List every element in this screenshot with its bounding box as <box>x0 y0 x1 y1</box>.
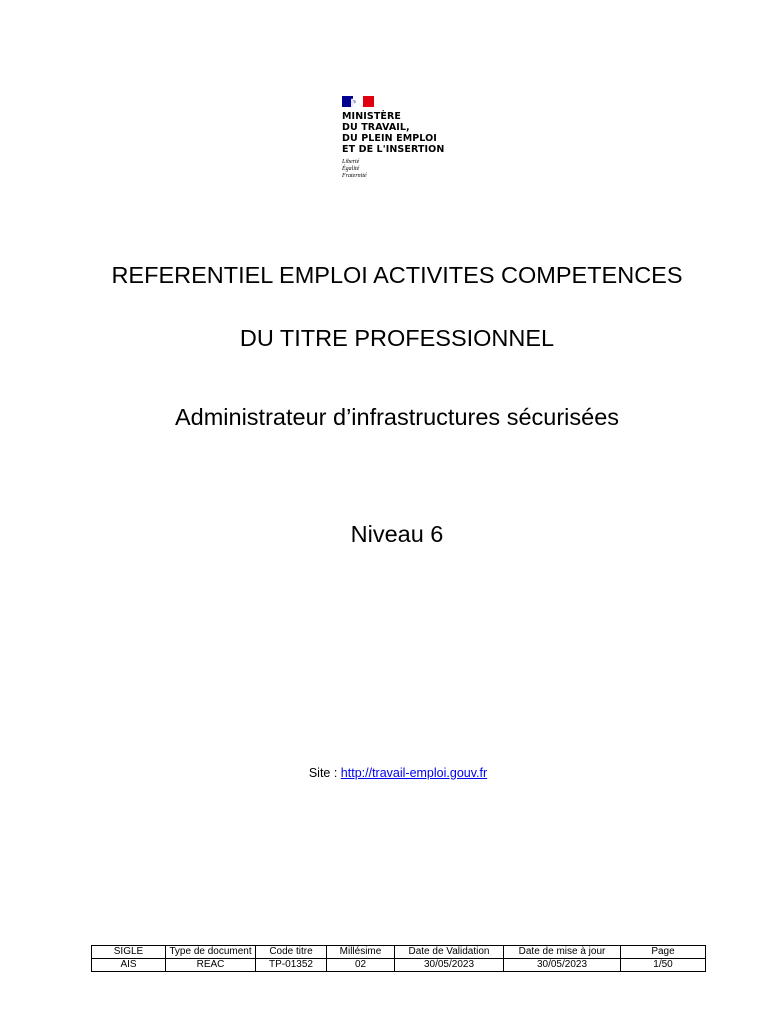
document-title-line-1: REFERENTIEL EMPLOI ACTIVITES COMPETENCES <box>111 262 683 288</box>
ministry-logo <box>342 96 472 186</box>
header-cell: Code titre <box>256 946 327 959</box>
motto-line: Fraternité <box>342 173 367 179</box>
ministry-line: MINISTÈRE <box>342 111 401 122</box>
header-cell: Millésime <box>327 946 395 959</box>
ministry-line: DU TRAVAIL, <box>342 122 410 133</box>
header-cell: SIGLE <box>92 946 166 959</box>
site-label: Site : <box>308 766 341 780</box>
motto-line: Égalité <box>342 166 360 172</box>
site-line <box>0 766 768 780</box>
ministry-line: ET DE L'INSERTION <box>342 144 445 155</box>
value-cell: 1/50 <box>621 959 706 972</box>
job-title: Administrateur d’infrastructures sécurisées <box>174 404 620 430</box>
header-cell: Date de mise à jour <box>504 946 621 959</box>
marianne-flag-icon <box>342 96 374 107</box>
motto-line: Liberté <box>342 159 360 165</box>
value-cell: 30/05/2023 <box>504 959 621 972</box>
header-cell: Page <box>621 946 706 959</box>
level-title: Niveau 6 <box>350 521 444 547</box>
ministry-line: DU PLEIN EMPLOI <box>342 133 437 144</box>
value-cell: AIS <box>92 959 166 972</box>
header-cell: Type de document <box>166 946 256 959</box>
table-row <box>92 959 706 972</box>
value-cell: REAC <box>166 959 256 972</box>
ministry-name <box>342 111 444 155</box>
site-link[interactable]: http://travail-emploi.gouv.fr <box>340 766 488 780</box>
document-title-line-2: DU TITRE PROFESSIONNEL <box>239 325 555 351</box>
document-meta-table <box>91 945 706 972</box>
table-header-row <box>92 946 706 959</box>
header-cell: Date de Validation <box>395 946 504 959</box>
value-cell: 02 <box>327 959 395 972</box>
motto <box>342 159 367 180</box>
value-cell: TP-01352 <box>256 959 327 972</box>
value-cell: 30/05/2023 <box>395 959 504 972</box>
